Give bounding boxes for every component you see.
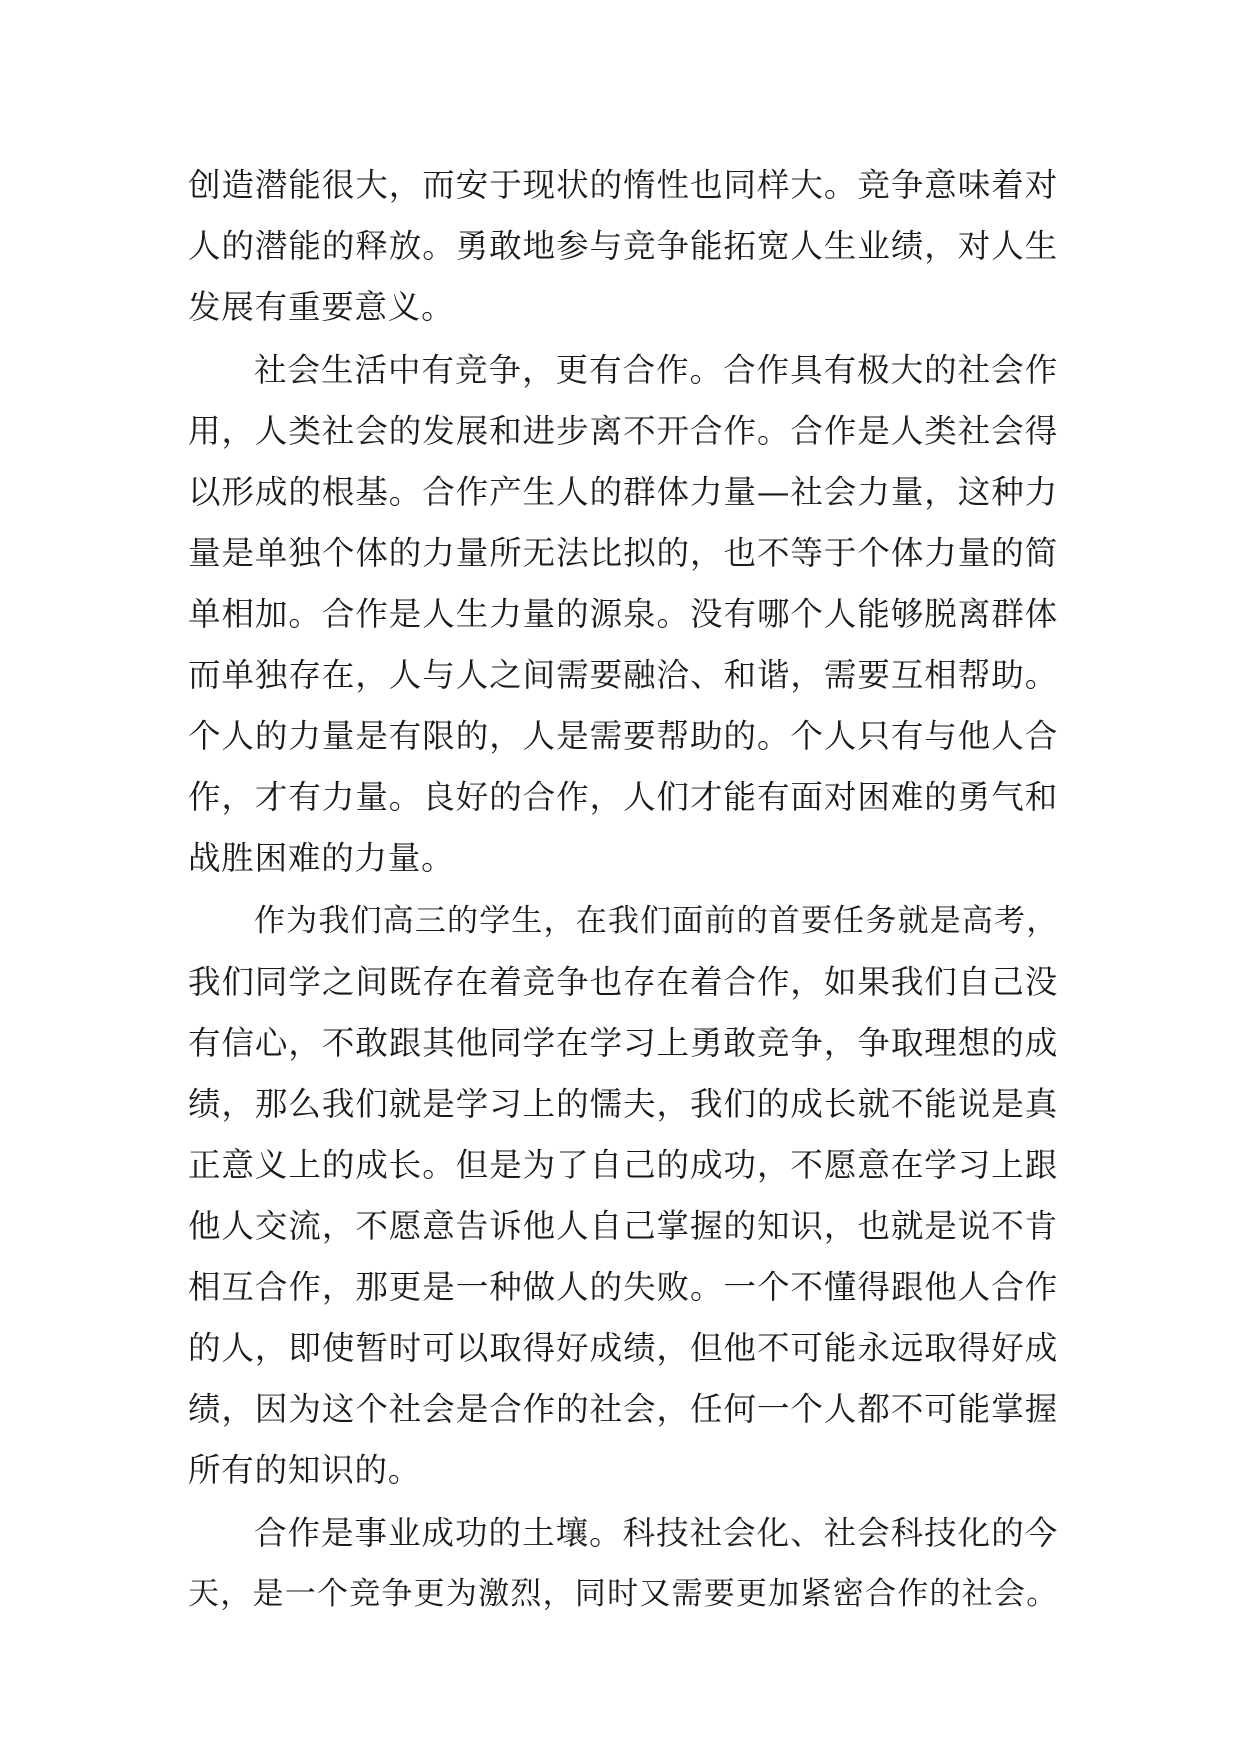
- paragraph: [188, 891, 1058, 1501]
- text-line: 作，才有力量。良好的合作，人们才能有面对困难的勇气和: [188, 778, 1058, 816]
- text-line: 绩，因为这个社会是合作的社会，任何一个人都不可能掌握: [188, 1390, 1058, 1428]
- text-line: 有信心，不敢跟其他同学在学习上勇敢竞争，争取理想的成: [188, 1024, 1058, 1062]
- text-line: 相互合作，那更是一种做人的失败。一个不懂得跟他人合作: [188, 1268, 1058, 1306]
- paragraph: [188, 155, 1058, 338]
- text-line: 个人的力量是有限的，人是需要帮助的。个人只有与他人合: [188, 717, 1058, 755]
- text-line: 绩，那么我们就是学习上的懦夫，我们的成长就不能说是真: [188, 1085, 1058, 1123]
- text-line: 发展有重要意义。: [188, 288, 455, 326]
- document-page: [188, 155, 1058, 1625]
- paragraph: [188, 340, 1058, 889]
- text-line: 社会生活中有竞争，更有合作。合作具有极大的社会作: [254, 351, 1058, 389]
- text-line: 正意义上的成长。但是为了自己的成功，不愿意在学习上跟: [188, 1146, 1058, 1184]
- text-line: 以形成的根基。合作产生人的群体力量—社会力量，这种力: [188, 473, 1058, 511]
- text-line: 的人，即使暂时可以取得好成绩，但他不可能永远取得好成: [188, 1329, 1058, 1367]
- text-line: 而单独存在，人与人之间需要融洽、和谐，需要互相帮助。: [188, 656, 1058, 694]
- text-line: 战胜困难的力量。: [188, 839, 455, 877]
- text-line: 创造潜能很大，而安于现状的惰性也同样大。竞争意味着对: [188, 166, 1058, 204]
- text-line: 所有的知识的。: [188, 1451, 422, 1489]
- text-line: 他人交流，不愿意告诉他人自己掌握的知识，也就是说不肯: [188, 1207, 1058, 1245]
- paragraph: [188, 1503, 1058, 1625]
- text-line: 天，是一个竞争更为激烈，同时又需要更加紧密合作的社会。: [188, 1576, 1058, 1612]
- text-line: 量是单独个体的力量所无法比拟的，也不等于个体力量的简: [188, 534, 1058, 572]
- text-line: 作为我们高三的学生，在我们面前的首要任务就是高考，: [254, 903, 1058, 939]
- text-line: 用，人类社会的发展和进步离不开合作。合作是人类社会得: [188, 412, 1058, 450]
- text-line: 单相加。合作是人生力量的源泉。没有哪个人能够脱离群体: [188, 595, 1058, 633]
- text-line: 人的潜能的释放。勇敢地参与竞争能拓宽人生业绩，对人生: [188, 227, 1058, 265]
- text-line: 我们同学之间既存在着竞争也存在着合作，如果我们自己没: [188, 963, 1058, 1001]
- text-line: 合作是事业成功的土壤。科技社会化、社会科技化的今: [254, 1514, 1058, 1552]
